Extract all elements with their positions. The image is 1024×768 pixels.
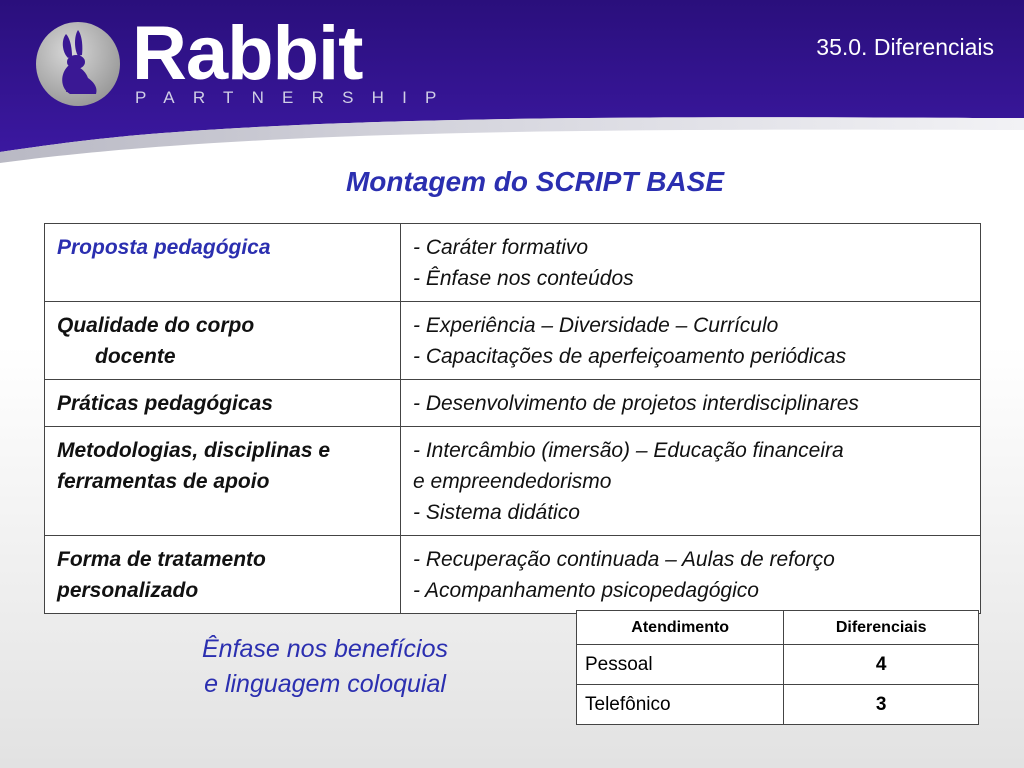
row-value-line: - Caráter formativo [413,236,589,259]
table-row [577,685,979,725]
row-value [401,224,981,302]
row-value-line: - Intercâmbio (imersão) – Educação financeira [413,439,844,462]
row-value [401,380,981,427]
row-value-line: - Ênfase nos conteúdos [413,267,634,290]
table-row [45,427,981,536]
row-label-line: Metodologias, disciplinas e [57,439,331,462]
row-label-line: Qualidade do corpo [57,314,255,337]
row-label [45,536,401,614]
row-value [401,536,981,614]
emphasis-line: Ênfase nos benefícios [202,635,448,663]
column-header: Diferenciais [784,611,979,645]
row-label [45,427,401,536]
emphasis-line: e linguagem coloquial [204,670,446,698]
row-value [401,302,981,380]
header-band [0,0,1024,175]
table-header-row [577,611,979,645]
brand-name: Rabbit [132,11,363,96]
row-label [45,302,401,380]
row-label [45,224,401,302]
column-header: Atendimento [577,611,784,645]
row-value-line: e empreendedorismo [413,470,612,493]
section-label: 35.0. Diferenciais [816,34,994,60]
script-base-table [44,223,981,614]
row-label-line: docente [95,345,176,368]
row-label-line: Práticas pedagógicas [57,392,273,415]
brand-tagline: PARTNERSHIP [135,88,455,107]
attendance-table [576,610,979,725]
table-row [45,302,981,380]
row-value-line: - Capacitações de aperfeiçoamento periódicas [413,345,847,368]
slide-title: Montagem do SCRIPT BASE [345,166,724,197]
row-value-line: - Desenvolvimento de projetos interdisciplinares [413,392,859,415]
table-row [45,536,981,614]
table-row [45,380,981,427]
table-row [577,645,979,685]
cell-name: Pessoal [577,645,784,685]
emphasis-note [150,632,500,702]
row-value-line: - Recuperação continuada – Aulas de reforço [413,548,835,571]
row-label [45,380,401,427]
cell-value: 3 [784,685,979,725]
row-value-line: - Sistema didático [413,501,580,524]
row-label-line: ferramentas de apoio [57,470,270,493]
rabbit-logo-icon [36,22,120,106]
cell-value: 4 [784,645,979,685]
row-value-line: - Acompanhamento psicopedagógico [413,579,759,602]
row-label-line: personalizado [57,579,199,602]
row-value-line: - Experiência – Diversidade – Currículo [413,314,779,337]
table-row [45,224,981,302]
cell-name: Telefônico [577,685,784,725]
row-label-line: Forma de tratamento [57,548,266,571]
row-value [401,427,981,536]
row-label-line: Proposta pedagógica [57,236,271,259]
